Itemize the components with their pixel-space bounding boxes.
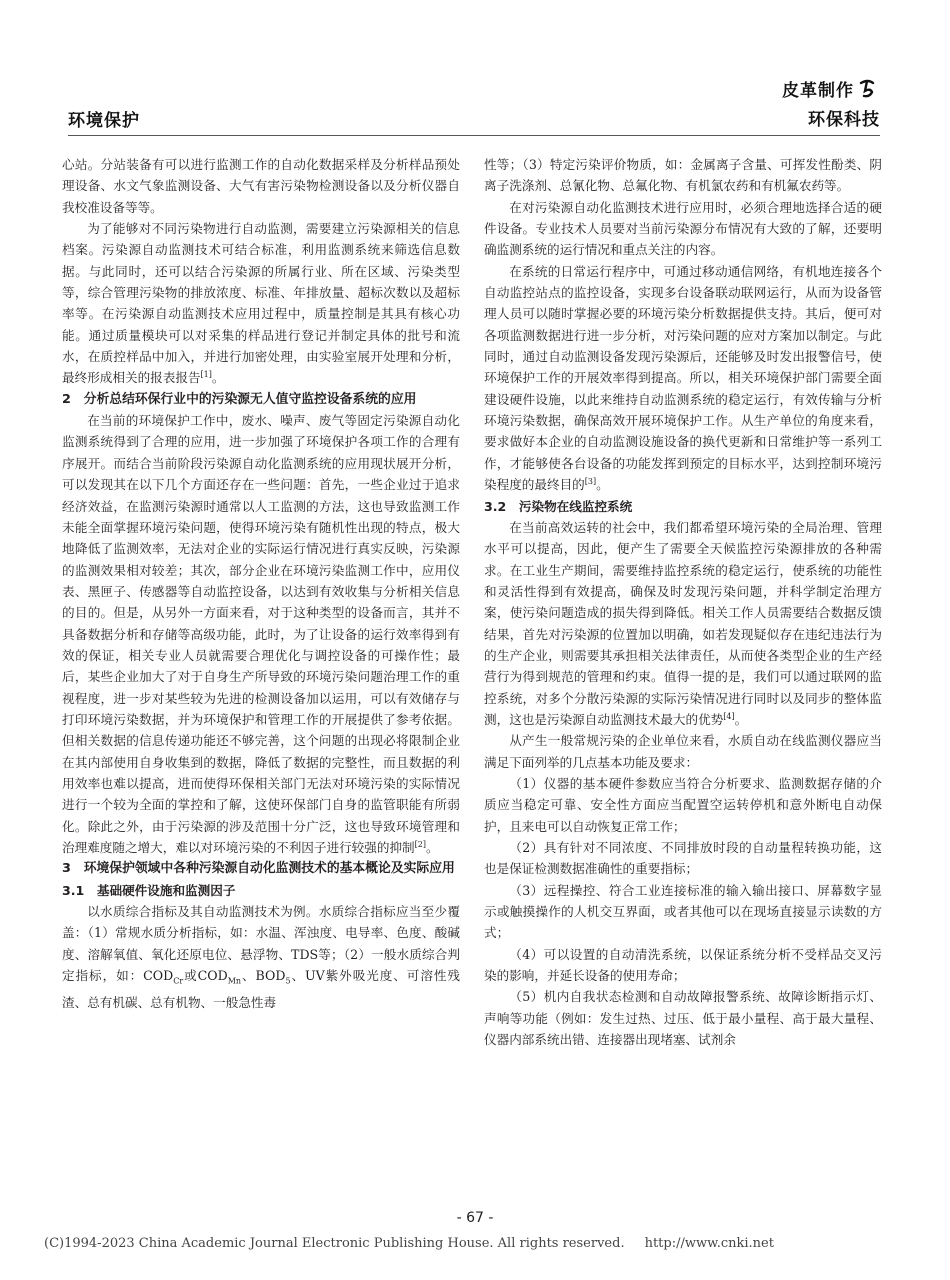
left-column: [62, 154, 460, 1013]
paragraph: 心站。分站装备有可以进行监测工作的自动化数据采样及分析样品预处理设备、水文气象监测设备、大气有害污染物检测设备以及分析仪器自我校准设备等等。: [62, 157, 460, 215]
paragraph: （1）仪器的基本硬件参数应当符合分析要求、监测数据存储的介质应当稳定可靠、安全性方面应当配置空运转停机和意外断电自动保护，且来电可以自动恢复正常工作；: [484, 775, 882, 834]
section-heading: 3 环境保护领域中各种污染源自动化监测技术的基本概论及实际应用: [62, 861, 455, 877]
paragraph: （5）机内自我状态检测和自动故障报警系统、故障诊断指示灯、声响等功能（例如：发生过热、过压、低于最小量程、高于最大量程、仪器内部系统出错、连接器出现堵塞、试剂余: [484, 989, 882, 1048]
citation-ref: [2]: [414, 839, 426, 849]
header-rule: [68, 135, 880, 136]
copyright-text: (C)1994-2023 China Academic Journal Electronic Publishing House. All rights reserved.: [44, 1236, 625, 1251]
paragraph: （3）远程操控、符合工业连接标准的输入输出接口、屏幕数字显示或触摸操作的人机交互界面，或者其他可以在现场直接显示读数的方式；: [484, 882, 882, 941]
citation-ref: [1]: [200, 370, 212, 380]
section-heading: 3.1 基础硬件设施和监测因子: [62, 882, 236, 898]
cnki-url: http://www.cnki.net: [644, 1236, 774, 1251]
paragraph: 性等；（3）特定污染评价物质，如：金属离子含量、可挥发性酚类、阴离子洗涤剂、总氰化物、总氟化物、有机氯农药和有机氟农药等。: [484, 157, 882, 194]
journal-title: 环境保护: [68, 111, 140, 131]
copyright-line: [44, 1236, 774, 1251]
paragraph: （4）可以设置的自动清洗系统，以保证系统分析不受样品交叉污染的影响，并延长设备的使用寿命；: [484, 946, 882, 984]
section-heading: 3.2 污染物在线监控系统: [484, 498, 633, 514]
column-logo-icon: [858, 79, 880, 99]
paragraph: 在对污染源自动化监测技术进行应用时，必须合理地选择合适的硬件设备。专业技术人员要对当前污染源分布情况有大致的了解，还要明确监测系统的运行情况和重点关注的内容。: [484, 199, 882, 258]
column-title-line2: 环保科技: [808, 110, 880, 130]
citation-ref: [3]: [584, 476, 597, 486]
right-column: [484, 154, 882, 1050]
citation-ref: [4]: [723, 711, 735, 721]
column-title: [782, 76, 880, 130]
paragraph: 从产生一般常规污染的企业单位来看，水质自动在线监测仪器应当满足下面列举的几点基本功能及要求：: [484, 733, 882, 770]
paragraph: 在当前高效运转的社会中，我们都希望环境污染的全局治理、管理水平可以提高，因此，便产生了需要全天候监控污染源排放的各种需求。在工业生产期间，需要维持监控系统的稳定运行，使系统的功能性和灵活性得到有效提高，确保及时发现污染问题，并科学制定治理方案，使污染问题造成的损失得到降低。相关工作人员需要结合数据反馈结果，首先对污染源的位置加以明确，如若发现疑似存在违纪违法行为的生产企业，则需要其承担相关法律责任，从而使各类型企业的生产经营行为得到规范的管理和约束。值得一提的是，我们可以通过联网的监控系统，对多个分散污染源的实际污染情况进行同时以及同步的整体监测，这也是污染源自动监测技术最大的优势[4]。: [484, 519, 882, 727]
paragraph: 在系统的日常运行程序中，可通过移动通信网络，有机地连接各个自动监控站点的监控设备，实现多台设备联动联网运行，从而为设备管理人员可以随时掌握必要的环境污染分析数据提供支持。其后，便可对各项监测数据进行进一步分析，对污染问题的应对方案加以制定。与此同时，通过自动监测设备发现污染源后，还能够及时发出报警信号，使环境保护工作的开展效率得到提高。所以，相关环境保护部门需要全面建设硬件设施，以此来维持自动监测系统的稳定运行，有效传输与分析环境污染数据，确保高效开展环境保护工作。从生产单位的角度来看，要求做好本企业的自动监测设施设备的换代更新和日常维护等一系列工作，才能够使各台设备的功能发挥到预定的目标水平，达到控制环境污染程度的最终目的[3]。: [484, 263, 882, 493]
paragraph: （2）具有针对不同浓度、不同排放时段的自动量程转换功能，这也是保证检测数据准确性的重要指标；: [484, 840, 882, 877]
paragraph: 在当前的环境保护工作中，废水、噪声、废气等固定污染源自动化监测系统得到了合理的应用，进一步加强了环境保护各项工作的合理有序展开。而结合当前阶段污染源自动化监测系统的应用现状展开分析，可以发现其在以下几个方面还存在一些问题：首先，一些企业过于追求经济效益，在监测污染源时通常以人工监测的方法，这也导致监测工作未能全面掌握环境污染问题，使得环境污染有随机性出现的特点，极大地降低了监测效率，无法对企业的实际运行情况进行真实反映，污染源的监测效果相对较差；其次，部分企业在环境污染监测工作中，应用仪表、黑匣子、传感器等自动监控设备，以达到有效收集与分析相关信息的目的。但是，从另外一方面来看，对于这种类型的设备而言，其并不具备数据分析和存储等高级功能，此时，为了让设备的运行效率得到有效的保证，相关专业人员就需要合理优化与调控设备的可操作性；最后，某些企业加大了对于自身生产所导致的环境污染问题治理工作的重视程度，进一步对某些较为先进的检测设备加以运用，可以有效储存与打印环境污染数据，并为环境保护和管理工作的开展提供了参考依据。但相关数据的信息传递功能还不够完善，这个问题的出现必将限制企业在其内部使用自身收集到的数据，降低了数据的完整性，而且数据的利用效率也难以提高，进而使得环保相关部门无法对环境污染的实际情况进行一个较为全面的掌控和了解，这使环保部门自身的监管职能有所弱化。除此之外，由于污染源的涉及范围十分广泛，这也导致环境管理和治理难度随之增大，难以对环境污染的不利因子进行较强的抑制[2]。: [62, 413, 460, 855]
column-title-line1: 皮革制作: [782, 81, 854, 101]
paragraph: 以水质综合指标及其自动监测技术为例。水质综合指标应当至少覆盖：（1）常规水质分析指标，如：水温、浑浊度、电导率、色度、酸碱度、溶解氧值、氧化还原电位、悬浮物、TDS等；（2）一般水质综合判定指标，如：$COD_{Cr}$或$COD_{Mn}$、$BOD_5$、UV紫外吸光度、可溶性残渣、总有机碳、总有机物、一般急性毒: [62, 904, 460, 1010]
paragraph: 为了能够对不同污染物进行自动监测，需要建立污染源相关的信息档案。污染源自动监测技术可结合标准，利用监测系统来筛选信息数据。与此同时，还可以结合污染源的所属行业、所在区域、污染类型等，综合管理污染物的排放浓度、标准、年排放量、超标次数以及超标率等。在污染源自动监测技术应用过程中，质量控制是其具有核心功能。通过质量模块可以对采集的样品进行登记并制定具体的批号和流水，在质控样品中加入，并进行加密处理，由实验室展开处理和分析，最终形成相关的报表报告[1]。: [62, 221, 460, 386]
section-heading: 2 分析总结环保行业中的污染源无人值守监控设备系统的应用: [62, 391, 417, 407]
page-number: - 67 -: [456, 1210, 494, 1226]
